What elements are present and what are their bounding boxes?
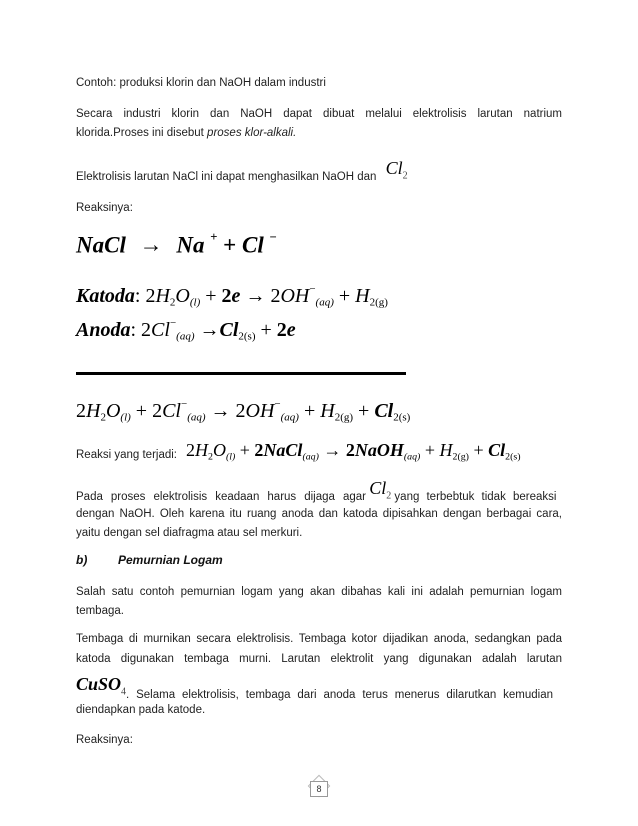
page-number: 8	[310, 781, 328, 797]
paragraph-pemurnian-line1: Salah satu contoh pemurnian logam yang akan dibahas kali ini adalah pemurnian logam	[76, 586, 562, 598]
paragraph-tembaga-line1: Tembaga di murnikan secara elektrolisis. Tembaga kotor dijadikan anoda, sedangkan pada	[76, 633, 562, 645]
label-reaksi-terjadi: Reaksi yang terjadi:	[76, 449, 177, 461]
page-number-badge	[304, 778, 334, 800]
paragraph-keadaan-line3: yaitu dengan sel diafragma atau sel merkuri.	[76, 527, 303, 539]
section-title: Pemurnian Logam	[118, 553, 223, 567]
equation-nacl-dissociation: NaCl → Na + + Cl −	[76, 230, 277, 258]
paragraph-tembaga-line4: diendapkan pada katode.	[76, 704, 206, 716]
paragraph-industry-line1: Secara industri klorin dan NaOH dapat dibuat melalui elektrolisis larutan natrium	[76, 108, 562, 120]
paragraph-intro: Contoh: produksi klorin dan NaOH dalam industri	[76, 77, 326, 89]
equation-net-reaction: $2H_2O_{(l)}$ + 2NaCl$_{(aq)}$ → 2NaOH$_{(aq)}$ + $H_{2(g)} + Cl_{2(s)}$	[186, 440, 521, 463]
formula-cuso4: CuSO$_4$	[76, 674, 127, 698]
paragraph-electrolysis: Elektrolisis larutan NaCl ini dapat menghasilkan NaOH dan $Cl_2$	[76, 158, 408, 183]
paragraph-keadaan-line1: Pada proses elektrolisis keadaan harus dijaga agar $Cl_2$ yang terbebtuk tidak bereaksi	[76, 478, 557, 503]
equation-katoda: Katoda: $2H_2O_{(l)} + 2e \to 2OH^-_{(aq)} + H_{2(g)}$	[76, 283, 388, 309]
section-heading-pemurnian	[76, 553, 223, 567]
formula-cl2: $Cl_2$	[385, 158, 408, 182]
paragraph-reaksinya: Reaksinya:	[76, 202, 133, 214]
formula-cl2-inline: $Cl_2$	[369, 478, 392, 502]
equation-anoda: Anoda: $2Cl^-_{(aq)} \to Cl_{2(s)} + 2e$	[76, 317, 296, 343]
paragraph-tembaga-line3: CuSO$_4$. Selama elektrolisis, tembaga dari anoda terus menerus dilarutkan kemudian	[76, 674, 554, 701]
paragraph-keadaan-line2: dengan NaOH. Oleh karena itu ruang anoda dan katoda dipisahkan dengan berbagai cara,	[76, 508, 562, 520]
paragraph-reaksinya-2: Reaksinya:	[76, 734, 133, 746]
section-letter: b)	[76, 553, 88, 567]
equation-overall: $2H_2O_{(l)} + 2Cl^-_{(aq)} \to 2OH^-_{(aq)} + H_{2(g)} + Cl_{2(s)}$	[76, 398, 411, 424]
paragraph-tembaga-line2: katoda digunakan tembaga murni. Larutan elektrolit yang digunakan adalah larutan	[76, 653, 562, 665]
equation-separator-line	[76, 372, 406, 375]
paragraph-pemurnian-line2: tembaga.	[76, 605, 124, 617]
term-klor-alkali: proses klor-alkali.	[207, 127, 297, 139]
paragraph-industry-line2: klorida.Proses ini disebut proses klor-alkali.	[76, 127, 297, 139]
